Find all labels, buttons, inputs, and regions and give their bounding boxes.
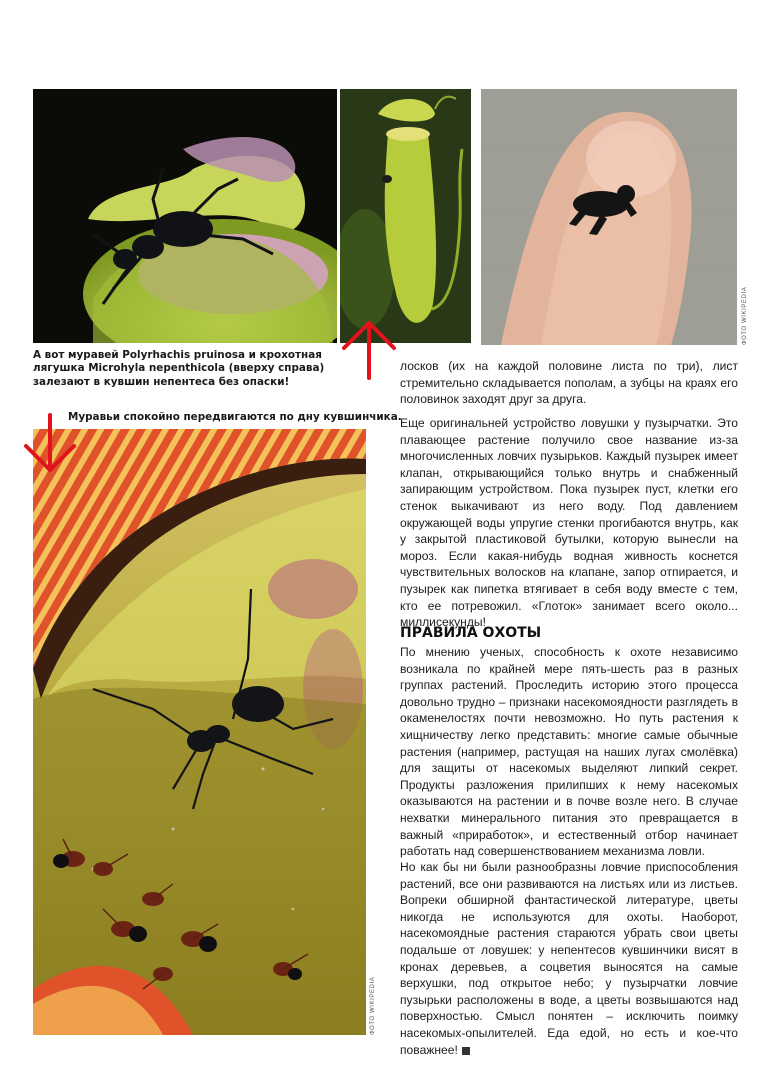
caption-ant-and-frog: А вот муравей Polyrhachis pruinosa и крохотная лягушка Microhyla nepenthicola (вверху справа) залезают в кувшин непентеса без опаски! <box>33 349 325 388</box>
end-of-article-icon <box>462 1047 470 1055</box>
red-arrow-up-icon <box>340 318 398 380</box>
paragraph-bladderwort: Еще оригинальней устройство ловушки у пузырчатки. Это плавающее растение получило свое название из-за многочисленных ловчих пузырьков. Каждый пузырек имеет клапан, открывающийся только внутрь и снабженный запирающим устройством. Пока пузырек пуст, клетки его стенок выкачивают из него воду. Под давлением окружающей воды упругие стенки прогибаются внутрь, как у закрытой пластиковой бутылки, которую вынесли на мороз. Если какая-нибудь водная живность коснется чувствительных волосков на клапане, запор отпирается, и пузырек как пипетка втягивает в себя воду вместе с тем, кто ее потревожил. «Глоток» занимает всего около... миллисекунды! <box>400 416 738 630</box>
photo-credit-frog: ФОТО WIKIPEDIA <box>742 286 748 345</box>
photo-ant-on-pitcher <box>33 89 337 343</box>
photo-frog-on-finger <box>481 89 737 345</box>
photo-ants-inside-pitcher <box>33 429 366 1035</box>
paragraph-hunting: По мнению ученых, способность к охоте независимо возникала по крайней мере пять-шесть раз в разных группах растений. Проследить историю этого процесса довольно трудно – признаки насекомоядности разглядеть в окаменелостях почти невозможно. Но путь растения к хищничеству легко представить: многие самые обычные растения (например, растущая на наших лугах смолёвка) для защиты от насекомых выделяют липкий секрет. Продукты разложения прилипших к нему насекомых оказываются на растении и в почве возле него. В случае нехватки минерального питания это превращается в важный «приработок», и естественный отбор начинает работать над совершенствованием механизма ловли. <box>400 645 738 859</box>
article-hunting <box>400 644 738 860</box>
red-arrow-down-icon <box>22 413 78 475</box>
article-continuation <box>400 358 738 408</box>
photo-nepenthes-pitcher <box>340 89 471 343</box>
article-bladderwort <box>400 415 738 631</box>
paragraph-continuation: лосков (их на каждой половине листа по три), лист стремительно складывается пополам, а зубцы на краях его половинок заходят друг за друга. <box>400 359 738 407</box>
section-heading: ПРАВИЛА ОХОТЫ <box>400 625 542 641</box>
photo-credit-ants: ФОТО WIKIPEDIA <box>370 976 376 1035</box>
paragraph-final <box>400 859 738 1058</box>
article-final <box>400 859 738 1058</box>
paragraph-final-text: Но как бы ни были разнообразны ловчие приспособления растений, все они развиваются на листьях или из листьев. Вопреки обширной фантастической литературе, цветы никогда не используются для охоты. Наоборот, насекомоядные растения стараются убрать свои цветы подальше от ловушек: у непентесов кувшинчики висят в кронах деревьев, а соцветия выносятся на самые верхушки, под открытое небо; у пузырчатки ловчие пузырьки расположены в воде, а цветы возвышаются над поверхностью. Смысл понятен – исключить поимку насекомых-опылителей. Еда едой, но есть и кое-что поважнее! <box>400 860 738 1057</box>
caption-ants-walking: Муравьи спокойно передвигаются по дну кувшинчика. <box>68 411 402 423</box>
